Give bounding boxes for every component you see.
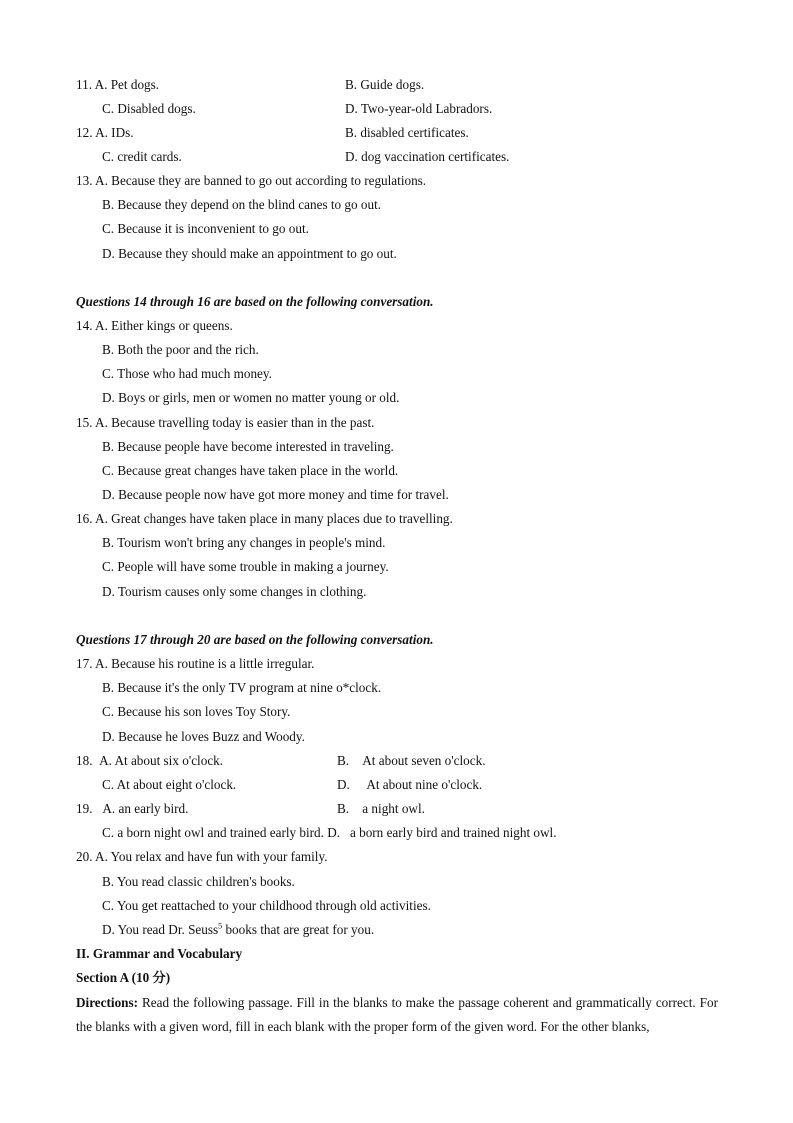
q12-number: 12. bbox=[76, 125, 93, 140]
q14-option-b: B. Both the poor and the rich. bbox=[102, 342, 259, 357]
conversation-heading-17-20: Questions 17 through 20 are based on the following conversation. bbox=[76, 632, 434, 647]
q14-option-d: D. Boys or girls, men or women no matter young or old. bbox=[102, 390, 400, 405]
q11-option-a: 11. A. Pet dogs. bbox=[76, 77, 160, 92]
q13-option-d: D. Because they should make an appointment to go out. bbox=[102, 246, 397, 261]
q15-option-b: B. Because people have become interested in traveling. bbox=[102, 439, 394, 454]
q16-option-d: D. Tourism causes only some changes in clothing. bbox=[102, 584, 367, 599]
q18-option-a: 18. A. At about six o'clock. bbox=[76, 753, 224, 768]
q11-option-b: B. Guide dogs. bbox=[345, 77, 425, 92]
q19-option-c-d: C. a born night owl and trained early bird. D. a born early bird and trained night owl. bbox=[102, 825, 557, 840]
q11-option-c: C. Disabled dogs. bbox=[102, 101, 196, 116]
q15-option-c: C. Because great changes have taken place in the world. bbox=[102, 463, 399, 478]
q17-option-d: D. Because he loves Buzz and Woody. bbox=[102, 729, 305, 744]
q19-number: 19. bbox=[76, 801, 93, 816]
q12-option-a: 12. A. IDs. bbox=[76, 125, 134, 140]
q17-option-a: 17. A. Because his routine is a little irregular. bbox=[76, 656, 315, 671]
q13-option-c: C. Because it is inconvenient to go out. bbox=[102, 221, 309, 236]
footnote-marker: 5 bbox=[218, 921, 223, 931]
q13-option-a: 13. A. Because they are banned to go out according to regulations. bbox=[76, 173, 427, 188]
q16-option-c: C. People will have some trouble in making a journey. bbox=[102, 559, 389, 574]
q17-option-b: B. Because it's the only TV program at nine o*clock. bbox=[102, 680, 382, 695]
q12-option-c: C. credit cards. bbox=[102, 149, 182, 164]
q12-option-d: D. dog vaccination certificates. bbox=[345, 149, 510, 164]
q12-option-b: B. disabled certificates. bbox=[345, 125, 469, 140]
q19-option-b: B. a night owl. bbox=[337, 801, 425, 816]
q18-option-b: B. At about seven o'clock. bbox=[337, 753, 486, 768]
section-title: II. Grammar and Vocabulary bbox=[76, 946, 243, 961]
q11-number: 11. bbox=[76, 77, 92, 92]
q16-option-a: 16. A. Great changes have taken place in many places due to travelling. bbox=[76, 511, 453, 526]
q15-option-d: D. Because people now have got more money and time for travel. bbox=[102, 487, 449, 502]
q20-option-b: B. You read classic children's books. bbox=[102, 874, 295, 889]
q18-option-d: D. At about nine o'clock. bbox=[337, 777, 483, 792]
q14-option-c: C. Those who had much money. bbox=[102, 366, 272, 381]
q20-option-d: D. You read Dr. Seuss$^5$ books that are great for you. bbox=[102, 921, 375, 937]
q16-option-b: B. Tourism won't bring any changes in people's mind. bbox=[102, 535, 386, 550]
q14-option-a: 14. A. Either kings or queens. bbox=[76, 318, 233, 333]
q20-option-c: C. You get reattached to your childhood through old activities. bbox=[102, 898, 431, 913]
section-a-title: Section A (10 分) bbox=[76, 970, 171, 985]
q19-option-a: 19. A. an early bird. bbox=[76, 801, 189, 816]
q18-number: 18. bbox=[76, 753, 93, 768]
directions-paragraph: Directions: Read the following passage. Fill in the blanks to make the passage coherent and grammatically correct. For the blanks with a given word, fill in each blank with the proper form of the given word. For the other blanks, bbox=[76, 995, 718, 1034]
q18-option-c: C. At about eight o'clock. bbox=[102, 777, 237, 792]
directions-label: Directions: bbox=[76, 995, 139, 1010]
q11-option-d: D. Two-year-old Labradors. bbox=[345, 101, 493, 116]
q17-option-c: C. Because his son loves Toy Story. bbox=[102, 704, 291, 719]
conversation-heading-14-16: Questions 14 through 16 are based on the following conversation. bbox=[76, 294, 434, 309]
q13-option-b: B. Because they depend on the blind canes to go out. bbox=[102, 197, 382, 212]
q20-option-a: 20. A. You relax and have fun with your family. bbox=[76, 849, 328, 864]
q15-option-a: 15. A. Because travelling today is easier than in the past. bbox=[76, 415, 375, 430]
